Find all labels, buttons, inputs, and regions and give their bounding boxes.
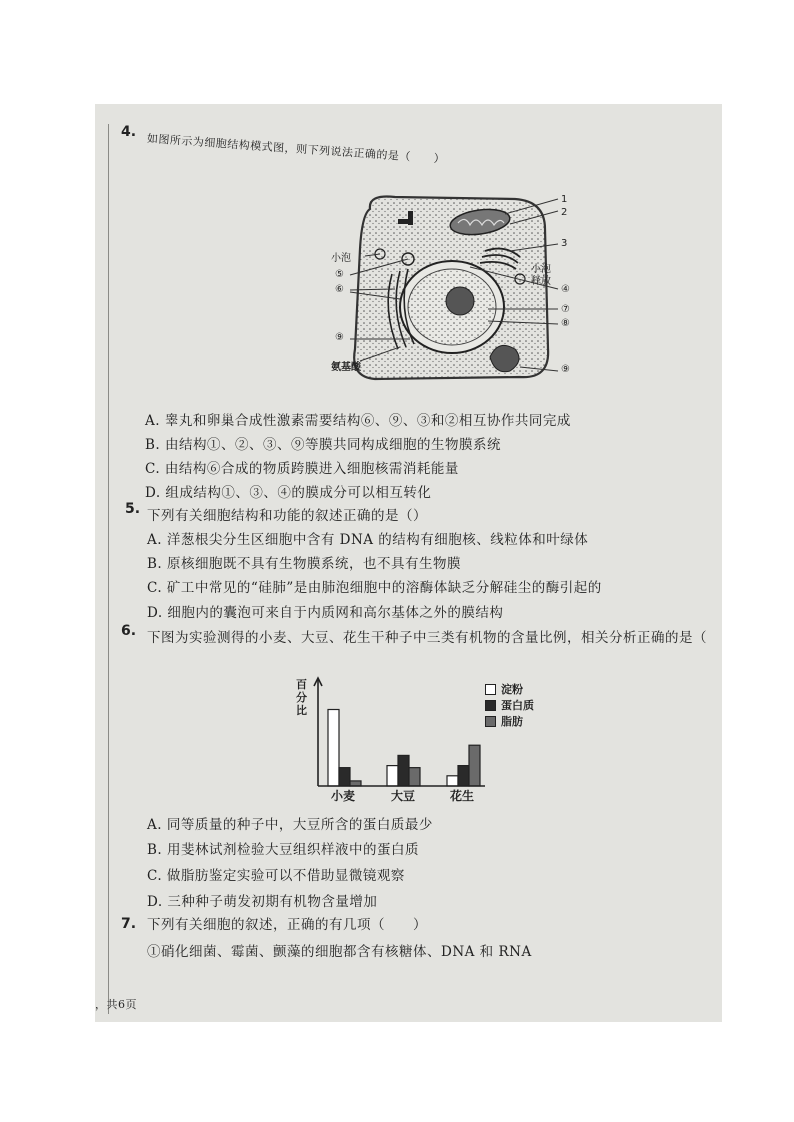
label-9: ⑨	[335, 332, 344, 343]
nucleolus	[446, 287, 474, 315]
q4-option-d: D. 组成结构①、③、④的膜成分可以相互转化	[145, 485, 432, 501]
label-7: ⑦	[561, 304, 570, 315]
exam-paper	[95, 104, 722, 1022]
label-xiaopao-right-1: 小泡	[531, 264, 551, 275]
chart-legend	[485, 681, 534, 729]
bar-soybean-protein	[398, 755, 409, 786]
chart-y-label: 百分比	[296, 678, 307, 717]
label-xiaopao-right-2: 释放	[531, 276, 551, 287]
label-anjisuan: 氨基酸	[331, 362, 361, 373]
q4-option-c: C. 由结构⑥合成的物质跨膜进入细胞核需消耗能量	[145, 461, 459, 477]
q5-option-d: D. 细胞内的囊泡可来自于内质网和高尔基体之外的膜结构	[147, 605, 504, 621]
bar-soybean-fat	[409, 768, 420, 786]
label-9b: ⑨	[561, 364, 570, 375]
legend-item-fat	[485, 713, 534, 729]
label-1: 1	[561, 194, 568, 205]
q5-stem: 下列有关细胞结构和功能的叙述正确的是（）	[147, 508, 427, 524]
chart-category-0: 小麦	[331, 789, 356, 803]
label-xiaopao-left: 小泡	[331, 253, 351, 264]
q6-number: 6.	[121, 623, 137, 639]
legend-item-protein	[485, 697, 534, 713]
q6-option-b: B. 用斐林试剂检验大豆组织样液中的蛋白质	[147, 842, 420, 858]
q7-stem: 下列有关细胞的叙述，正确的有几项（ ）	[147, 917, 427, 933]
q7-number: 7.	[121, 916, 137, 932]
label-2: 2	[561, 207, 568, 218]
bar-soybean-starch	[387, 766, 398, 786]
q5-option-c: C. 矿工中常见的“硅肺”是由肺泡细胞中的溶酶体缺乏分解硅尘的酶引起的	[147, 580, 602, 596]
chart-category-1: 大豆	[391, 789, 416, 803]
q4-option-b: B. 由结构①、②、③、⑨等膜共同构成细胞的生物膜系统	[145, 437, 502, 453]
bar-peanut-protein	[458, 766, 469, 786]
label-4: ④	[561, 284, 570, 295]
legend-swatch-starch	[485, 684, 496, 695]
margin-line	[108, 124, 109, 1014]
legend-swatch-fat	[485, 716, 496, 727]
q7-item-1: ①硝化细菌、霉菌、颤藻的细胞都含有核糖体、DNA 和 RNA	[147, 944, 532, 960]
label-6: ⑥	[335, 284, 344, 295]
q4-stem: 如图所示为细胞结构模式图，则下列说法正确的是（ ）	[146, 132, 446, 166]
bar-wheat-starch	[328, 710, 339, 787]
q5-option-a: A. 洋葱根尖分生区细胞中含有 DNA 的结构有细胞核、线粒体和叶绿体	[147, 532, 589, 548]
q4-option-a: A. 睾丸和卵巢合成性激素需要结构⑥、⑨、③和②相互协作共同完成	[145, 413, 571, 429]
legend-label-protein: 蛋白质	[501, 699, 534, 712]
legend-label-fat: 脂肪	[501, 715, 523, 728]
label-3: 3	[561, 238, 568, 249]
page-footer: ，共6页	[95, 998, 137, 1011]
q6-stem: 下图为实验测得的小麦、大豆、花生干种子中三类有机物的含量比例，相关分析正确的是（	[147, 630, 707, 646]
legend-swatch-protein	[485, 700, 496, 711]
bar-peanut-starch	[447, 776, 458, 786]
label-8: ⑧	[561, 318, 570, 329]
q4-number: 4.	[121, 124, 137, 140]
q6-option-c: C. 做脂肪鉴定实验可以不借助显微镜观察	[147, 868, 405, 884]
bar-wheat-protein	[339, 768, 350, 786]
label-5: ⑤	[335, 269, 344, 280]
q6-option-a: A. 同等质量的种子中，大豆所含的蛋白质最少	[147, 817, 433, 833]
bar-peanut-fat	[469, 745, 480, 786]
legend-item-starch	[485, 681, 534, 697]
q5-option-b: B. 原核细胞既不具有生物膜系统，也不具有生物膜	[147, 556, 462, 572]
q5-number: 5.	[125, 501, 141, 517]
legend-label-starch: 淀粉	[501, 683, 523, 696]
q6-option-d: D. 三种种子萌发初期有机物含量增加	[147, 894, 378, 910]
chart-category-2: 花生	[450, 789, 475, 803]
